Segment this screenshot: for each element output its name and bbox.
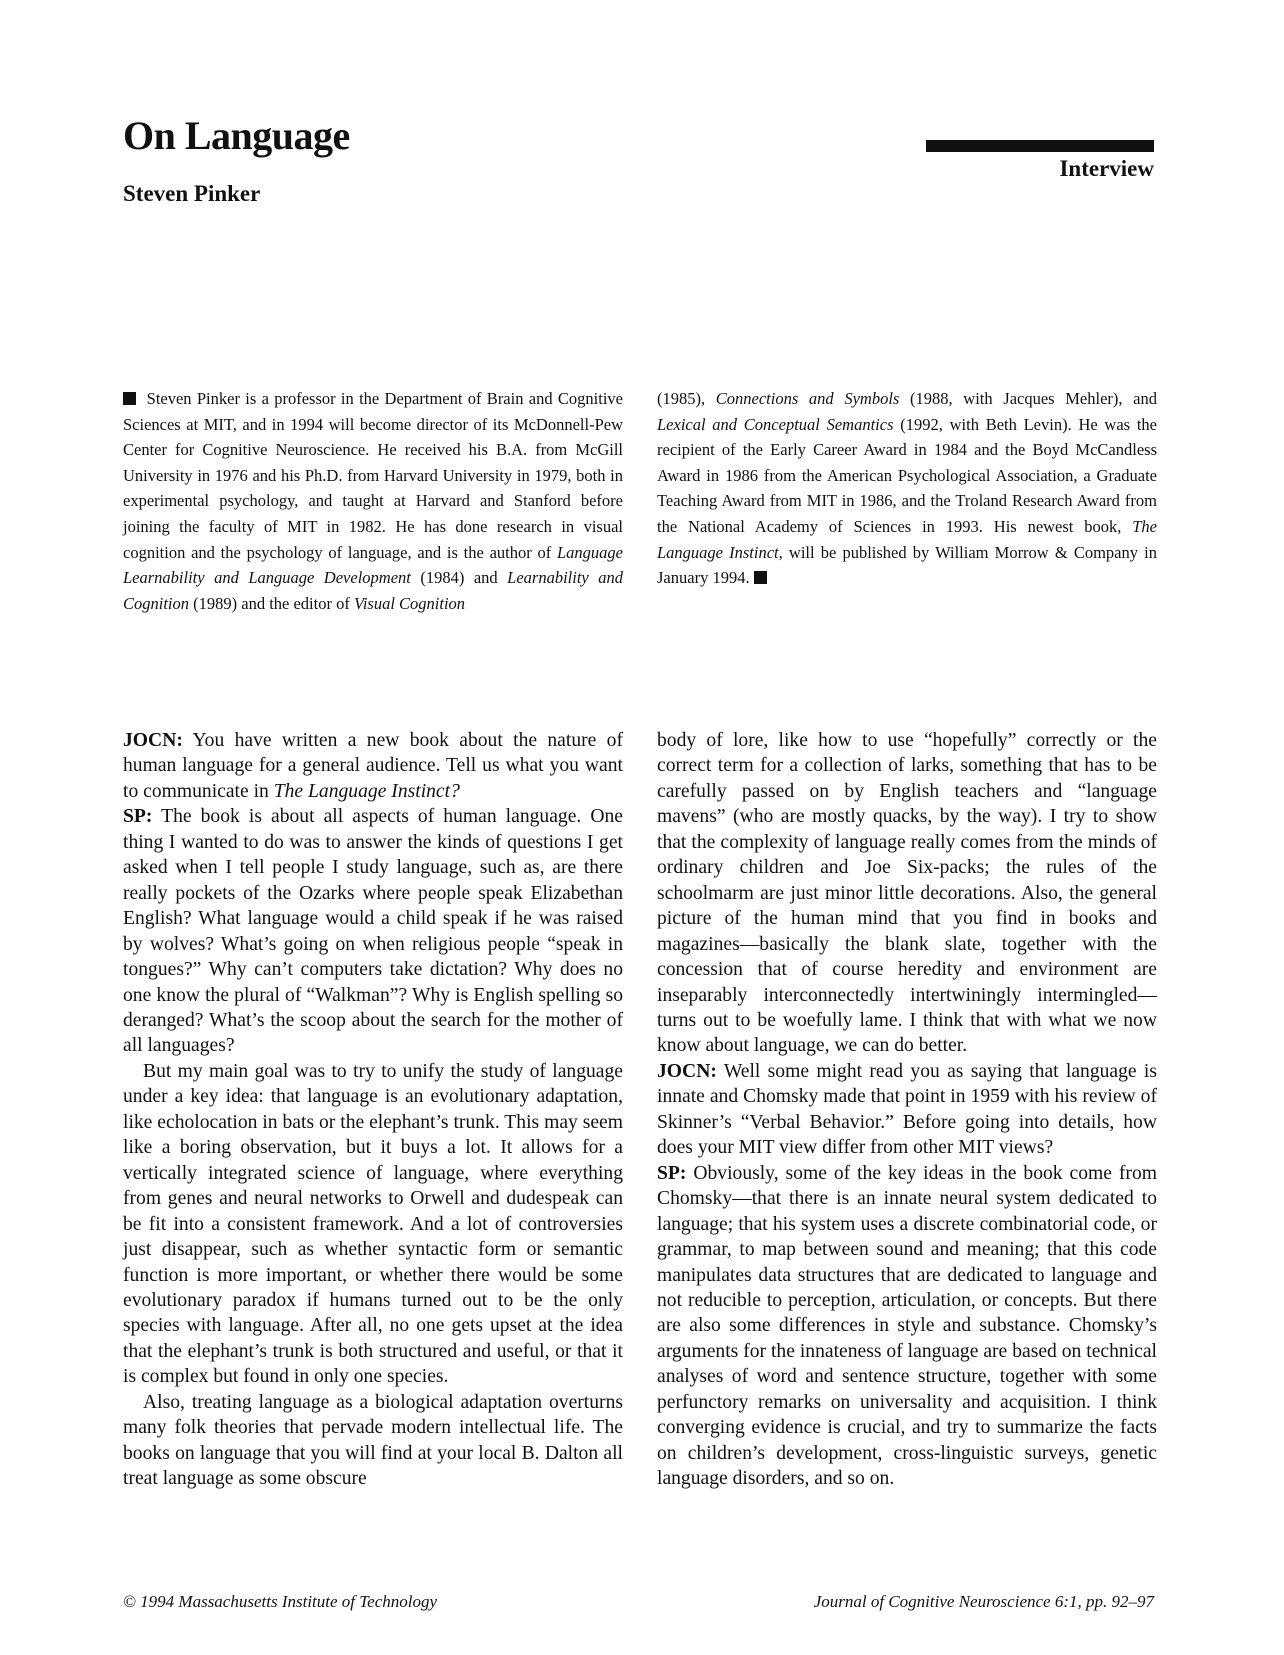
bio-column-right	[657, 386, 1157, 591]
text-run: Steven Pinker is a professor in the Department of Brain and Cognitive Sciences at MIT, and in 1994 will become director of its McDonnell-Pew Center for Cognitive Neuroscience. He received his B.A. from McGill University in 1976 and his Ph.D. from Harvard University in 1979, both in experimental psychology, and taught at Harvard and Stanford before joining the faculty of MIT in 1982. He has done research in visual cognition and the psychology of language, and is the author of	[123, 389, 624, 562]
text-run: (1988, with Jacques Mehler), and	[899, 389, 1157, 408]
footer-citation: Journal of Cognitive Neuroscience 6:1, pp. 92–97	[813, 1592, 1154, 1611]
footer-copyright: © 1994 Massachusetts Institute of Technology	[123, 1592, 438, 1611]
italic-title-run: Lexical and Conceptual Semantics	[657, 414, 894, 434]
text-run: (1989) and the editor of	[189, 593, 354, 613]
paragraph	[123, 1059, 623, 1390]
italic-title-run: The Language Instinct?	[273, 780, 460, 802]
speaker-label: SP:	[123, 806, 153, 828]
body-column-right	[657, 728, 1157, 1492]
text-run: You have written a new book about the nature of human language for a general audience. Tell us what you want to communicate in	[123, 730, 623, 802]
italic-title-run: Visual Cognition	[353, 593, 466, 613]
bio-text-left	[123, 389, 623, 613]
paragraph	[657, 1161, 1157, 1492]
body-column-left	[123, 728, 623, 1492]
text-run: But my main goal was to try to unify the study of language under a key idea: that language is an evolutionary adaptation, like echolocation in bats or the elephant’s trunk. This may seem like a boring observation, but it buys a lot. It allows for a vertically integrated science of language, where everything from genes and neural networks to Orwell and dudespeak can be fit into a consistent framework. And a lot of controversies just disappear, such as whether syntactic form or semantic function is more important, or whether there would be some evolutionary paradox if humans turned out to be the only species with language. After all, no one gets upset at the idea that the elephant’s trunk is both structured and useful, or that it is complex but found in only one species.	[123, 1060, 623, 1388]
italic-title-run: Connections and Symbols	[715, 389, 900, 408]
speaker-label: JOCN:	[123, 730, 183, 751]
paragraph	[123, 728, 623, 804]
paragraph	[123, 1390, 623, 1492]
text-run: (1985),	[657, 389, 716, 408]
text-run: body of lore, like how to use “hopefully” correctly or the correct term for a collection of larks, something that has to be carefully passed on by English teachers and “language mavens” (who are mostly quacks, by the way). I try to show that the complexity of language really comes from the minds of ordinary children and Joe Six-packs; the rules of the schoolmarm are just minor little decorations. Also, the general picture of the human mind that you find in books and magazines—basically the blank slate, together with the concession that of course heredity and environment are inseparably interconnectedly intertwiningly intermingled—turns out to be woefully lame. I think that with what we now know about language, we can do better.	[657, 730, 1157, 1057]
italic-title-run: Learnability and Cognition	[123, 568, 623, 613]
speaker-label: JOCN:	[657, 1060, 717, 1082]
paragraph	[657, 1059, 1157, 1161]
section-label: Interview	[1059, 156, 1154, 181]
text-run: Well some might read you as saying that language is innate and Chomsky made that point in 1959 with his review of Skinner’s “Verbal Behavior.” Before going into details, how does your MIT view differ from other MIT views?	[657, 1060, 1158, 1159]
article-author: Steven Pinker	[123, 181, 261, 206]
italic-title-run: Language Learnability and Language Development	[123, 542, 623, 588]
italic-title-run: The Language Instinct,	[657, 516, 1157, 562]
bio-start-square-icon	[123, 392, 136, 405]
text-run: The book is about all aspects of human language. One thing I wanted to do was to answer the kinds of questions I get asked when I tell people I study language, such as, are there really pockets of the Ozarks where people speak Elizabethan English? What language would a child speak if he was raised by wolves? What’s going on when religious people “speak in tongues?” Why can’t computers take dictation? Why does no one know the plural of “Walkman”? Why is English spelling so deranged? What’s the scoop about the search for the mother of all languages?	[123, 806, 623, 1057]
bio-column-left	[123, 386, 623, 616]
text-run: (1984) and	[410, 568, 508, 588]
bio-end-square-icon	[754, 571, 767, 584]
text-run: Also, treating language as a biological adaptation overturns many folk theories that pervade modern intellectual life. The books on language that you will find at your local B. Dalton all treat language as some obscure	[123, 1391, 623, 1490]
speaker-label: SP:	[657, 1162, 687, 1184]
text-run: Obviously, some of the key ideas in the book come from Chomsky—that there is an innate neural system dedicated to language; that his system uses a discrete combinatorial code, or grammar, to map between sound and meaning; that this code manipulates data structures that are dedicated to language and not reducible to perception, articulation, or concepts. But there are also some differences in style and substance. Chomsky’s arguments for the innateness of language are based on technical analyses of word and sentence structure, together with some perfunctory remarks on universality and acquisition. I think converging evidence is crucial, and try to summarize the facts on children’s development, cross-linguistic surveys, genetic language disorders, and so on.	[657, 1162, 1157, 1490]
paragraph	[123, 804, 623, 1059]
paragraph	[657, 728, 1157, 1059]
bio-text-right	[657, 389, 1157, 587]
text-run: will be published by William Morrow & Company in January 1994.	[657, 542, 1157, 588]
section-rule	[926, 140, 1154, 152]
article-title: On Language	[123, 113, 350, 158]
text-run: (1992, with Beth Levin). He was the recipient of the Early Career Award in 1984 and the Boyd McCandless Award in 1986 from the American Psychological Association, a Graduate Teaching Award from MIT in 1986, and the Troland Research Award from the National Academy of Sciences in 1993. His newest book,	[657, 414, 1157, 536]
